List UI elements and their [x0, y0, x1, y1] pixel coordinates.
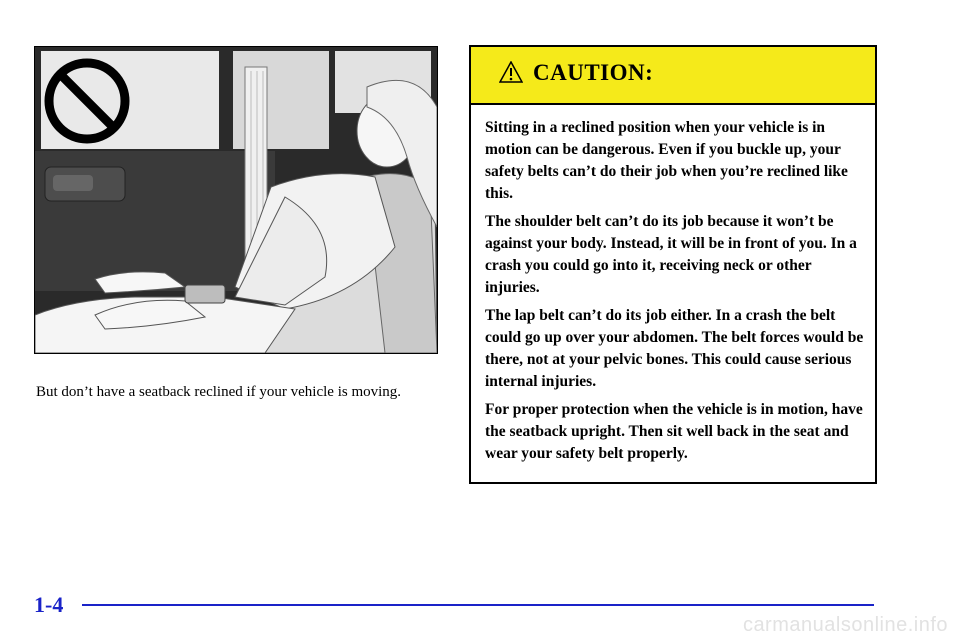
caution-paragraph: For proper protection when the vehicle is in motion, have the seatback upright. Then sit well back in the seat and wear your safety belt properly.: [485, 401, 863, 462]
caution-paragraph: Sitting in a reclined position when your vehicle is in motion can be dangerous. Even if you buckle up, your safety belts can’t do their job when you’re reclined like this.: [485, 119, 848, 202]
warning-triangle-icon: [499, 61, 523, 83]
watermark: carmanualsonline.info: [742, 614, 948, 636]
caution-header: [471, 47, 875, 105]
page-number: 1-4: [34, 592, 64, 617]
reclined-passenger-illustration: [34, 46, 438, 354]
illustration-drawing: [35, 47, 437, 353]
caution-paragraph: The lap belt can’t do its job either. In a crash the belt could go up over your abdomen. The belt forces would be there, not at your pelvic bones. This could cause serious internal injuries.: [485, 307, 864, 390]
caution-title: CAUTION:: [533, 60, 654, 85]
caution-body: [485, 117, 865, 471]
body-text: But don’t have a seatback reclined if your vehicle is moving.: [36, 384, 402, 400]
caution-box: [469, 45, 877, 484]
footer-divider: [82, 604, 874, 606]
caution-paragraph: The shoulder belt can’t do its job because it won’t be against your body. Instead, it will be in front of you. In a crash you could go into it, receiving neck or other injuries.: [485, 213, 857, 296]
